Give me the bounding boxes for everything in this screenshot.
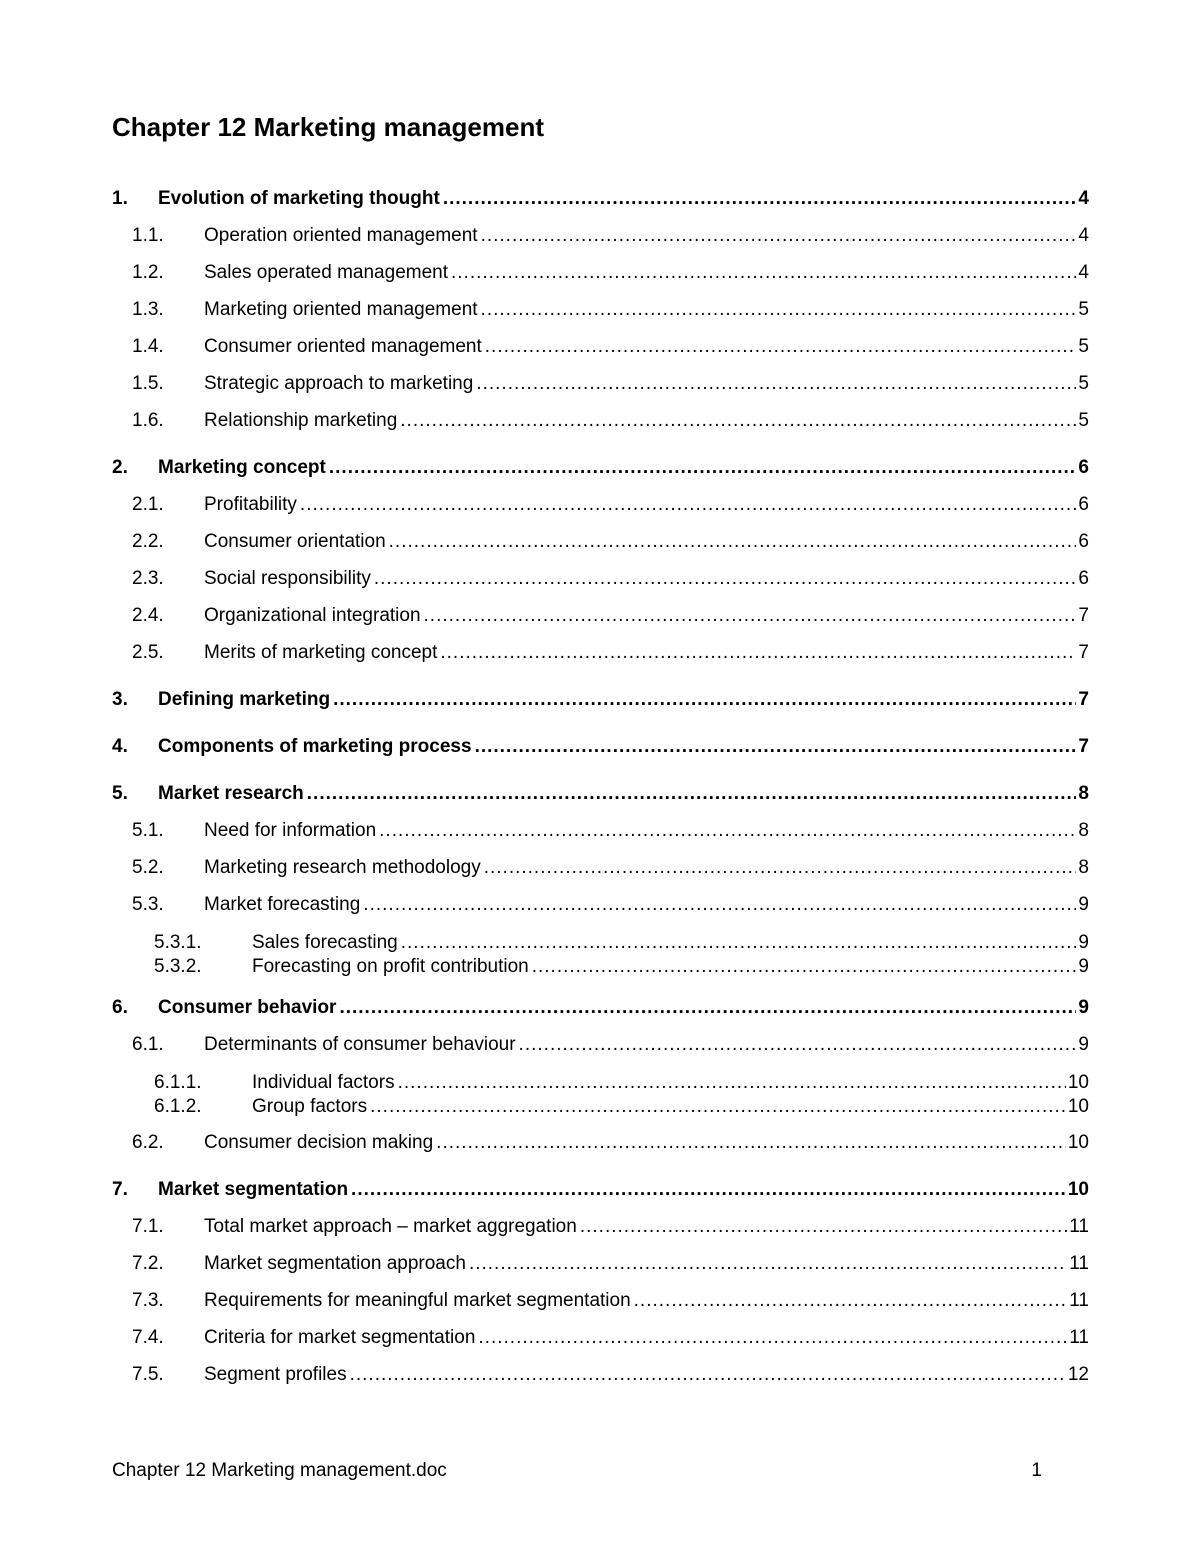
toc-entry-number: 5.3.2. [154, 956, 202, 977]
toc-entry-number: 2.3. [132, 568, 164, 589]
toc-dot-leader [475, 736, 1077, 758]
toc-entry-label: Social responsibility [204, 568, 371, 589]
toc-entry-number: 5. [112, 783, 128, 804]
toc-dot-leader [476, 373, 1076, 395]
toc-entry-number: 6.1.2. [154, 1096, 202, 1117]
footer-page-number: 1 [1031, 1460, 1042, 1481]
toc-entry[interactable] [112, 689, 1089, 719]
toc-dot-leader [370, 1096, 1066, 1118]
toc-entry-number: 6.2. [132, 1132, 164, 1153]
toc-entry-page: 8 [1078, 783, 1089, 804]
page-title: Chapter 12 Marketing management [112, 112, 545, 142]
toc-entry-page: 6 [1078, 457, 1089, 478]
toc-entry[interactable] [112, 1096, 1089, 1120]
toc-entry-label: Sales operated management [204, 262, 448, 283]
toc-entry-label: Components of marketing process [158, 736, 472, 757]
toc-entry-page: 4 [1078, 262, 1089, 283]
toc-dot-leader [519, 1034, 1077, 1056]
toc-entry-label: Merits of marketing concept [204, 642, 438, 663]
toc-entry[interactable] [112, 956, 1089, 980]
toc-entry-page: 9 [1078, 932, 1089, 953]
toc-dot-leader [300, 494, 1077, 516]
toc-entry-number: 5.2. [132, 857, 164, 878]
toc-entry[interactable] [112, 262, 1089, 292]
toc-dot-leader [424, 605, 1077, 627]
toc-entry-page: 7 [1078, 689, 1089, 710]
toc-entry[interactable] [112, 1132, 1089, 1162]
toc-dot-leader [400, 410, 1076, 432]
toc-entry-page: 10 [1067, 1096, 1089, 1117]
toc-entry-page: 6 [1078, 568, 1089, 589]
toc-entry-page: 11 [1069, 1216, 1089, 1237]
toc-entry-number: 7.5. [132, 1364, 164, 1385]
toc-entry[interactable] [112, 820, 1089, 850]
toc-entry[interactable] [112, 299, 1089, 329]
toc-entry-page: 4 [1078, 188, 1089, 209]
toc-entry[interactable] [112, 932, 1089, 956]
toc-entry-label: Market segmentation [158, 1179, 349, 1200]
toc-entry-number: 1.6. [132, 410, 164, 431]
toc-entry-number: 5.1. [132, 820, 164, 841]
toc-entry-page: 6 [1078, 494, 1089, 515]
toc-entry-number: 1.1. [132, 225, 164, 246]
toc-entry-page: 5 [1078, 373, 1089, 394]
toc-entry-label: Forecasting on profit contribution [252, 956, 529, 977]
toc-entry-number: 7. [112, 1179, 128, 1200]
toc-dot-leader [350, 1364, 1066, 1386]
toc-entry-number: 1.3. [132, 299, 164, 320]
toc-entry-page: 11 [1069, 1290, 1089, 1311]
toc-entry-number: 6.1. [132, 1034, 164, 1055]
toc-entry-page: 8 [1078, 857, 1089, 878]
toc-dot-leader [481, 225, 1077, 247]
toc-dot-leader [401, 932, 1077, 954]
toc-entry-label: Market segmentation approach [204, 1253, 466, 1274]
toc-entry-page: 5 [1078, 410, 1089, 431]
page-footer [112, 1460, 1042, 1482]
toc-entry-number: 5.3. [132, 894, 164, 915]
toc-dot-leader [329, 457, 1077, 479]
toc-entry-label: Requirements for meaningful market segmentation [204, 1290, 631, 1311]
toc-entry-page: 10 [1067, 1179, 1089, 1200]
toc-entry-page: 11 [1069, 1253, 1089, 1274]
toc-entry-number: 6.1.1. [154, 1072, 202, 1093]
toc-entry-label: Market forecasting [204, 894, 361, 915]
toc-entry[interactable] [112, 736, 1089, 766]
toc-entry[interactable] [112, 894, 1089, 924]
toc-entry[interactable] [112, 997, 1089, 1027]
toc-entry-label: Consumer decision making [204, 1132, 434, 1153]
toc-entry[interactable] [112, 188, 1089, 218]
toc-entry[interactable] [112, 373, 1089, 403]
toc-entry-number: 1.2. [132, 262, 164, 283]
toc-entry-label: Total market approach – market aggregation [204, 1216, 577, 1237]
toc-dot-leader [379, 820, 1076, 842]
toc-dot-leader [363, 894, 1076, 916]
toc-entry-page: 11 [1069, 1327, 1089, 1348]
toc-entry-number: 7.2. [132, 1253, 164, 1274]
toc-entry-number: 4. [112, 736, 128, 757]
toc-entry-page: 9 [1078, 1034, 1089, 1055]
toc-entry[interactable] [112, 225, 1089, 255]
toc-dot-leader [333, 689, 1076, 711]
toc-entry-number: 3. [112, 689, 128, 710]
toc-entry[interactable] [112, 531, 1089, 561]
toc-entry-label: Need for information [204, 820, 377, 841]
toc-dot-leader [443, 188, 1077, 210]
toc-entry-number: 1.5. [132, 373, 164, 394]
toc-entry-label: Operation oriented management [204, 225, 478, 246]
toc-entry-number: 7.1. [132, 1216, 164, 1237]
toc-entry-label: Sales forecasting [252, 932, 398, 953]
toc-entry-label: Group factors [252, 1096, 368, 1117]
toc-entry-label: Criteria for market segmentation [204, 1327, 476, 1348]
toc-entry-label: Profitability [204, 494, 297, 515]
toc-dot-leader [478, 1327, 1067, 1349]
toc-entry-page: 7 [1078, 736, 1089, 757]
toc-entry[interactable] [112, 1327, 1089, 1357]
toc-entry-page: 9 [1078, 997, 1089, 1018]
toc-entry-page: 6 [1078, 531, 1089, 552]
toc-entry-page: 9 [1078, 894, 1089, 915]
toc-entry-number: 1. [112, 188, 128, 209]
toc-entry-page: 5 [1078, 336, 1089, 357]
toc-entry-label: Consumer behavior [158, 997, 337, 1018]
toc-entry-page: 7 [1078, 605, 1089, 626]
toc-entry-label: Marketing concept [158, 457, 326, 478]
toc-entry-label: Individual factors [252, 1072, 395, 1093]
toc-entry[interactable] [112, 494, 1089, 524]
toc-entry-number: 2.2. [132, 531, 164, 552]
toc-entry-label: Evolution of marketing thought [158, 188, 440, 209]
toc-entry[interactable] [112, 1290, 1089, 1320]
toc-entry[interactable] [112, 642, 1089, 672]
toc-entry-number: 5.3.1. [154, 932, 202, 953]
toc-entry-label: Defining marketing [158, 689, 331, 710]
toc-entry[interactable] [112, 857, 1089, 887]
toc-dot-leader [634, 1290, 1068, 1312]
toc-entry-page: 7 [1078, 642, 1089, 663]
toc-entry[interactable] [112, 1364, 1089, 1394]
toc-dot-leader [307, 783, 1077, 805]
toc-dot-leader [374, 568, 1077, 590]
toc-entry-label: Strategic approach to marketing [204, 373, 474, 394]
toc-entry-label: Relationship marketing [204, 410, 398, 431]
toc-entry-label: Marketing oriented management [204, 299, 478, 320]
toc-dot-leader [351, 1179, 1066, 1201]
toc-dot-leader [481, 299, 1077, 321]
toc-entry-label: Consumer orientation [204, 531, 386, 552]
toc-entry[interactable] [112, 1216, 1089, 1246]
toc-entry-page: 10 [1067, 1132, 1089, 1153]
toc-entry-label: Consumer oriented management [204, 336, 482, 357]
toc-entry-number: 6. [112, 997, 128, 1018]
toc-dot-leader [339, 997, 1076, 1019]
toc-entry-label: Organizational integration [204, 605, 421, 626]
toc-dot-leader [389, 531, 1077, 553]
toc-dot-leader [440, 642, 1076, 664]
toc-entry[interactable] [112, 568, 1089, 598]
toc-entry[interactable] [112, 605, 1089, 635]
toc-entry-page: 5 [1078, 299, 1089, 320]
toc-dot-leader [451, 262, 1076, 284]
toc-entry-number: 7.4. [132, 1327, 164, 1348]
toc-entry-page: 9 [1078, 956, 1089, 977]
toc-dot-leader [398, 1072, 1066, 1094]
toc-dot-leader [484, 857, 1077, 879]
toc-entry[interactable] [112, 457, 1089, 487]
toc-entry-number: 2.5. [132, 642, 164, 663]
toc-entry-label: Marketing research methodology [204, 857, 481, 878]
toc-dot-leader [485, 336, 1077, 358]
toc-entry-number: 1.4. [132, 336, 164, 357]
toc-entry[interactable] [112, 1034, 1089, 1064]
toc-entry[interactable] [112, 1072, 1089, 1096]
toc-entry[interactable] [112, 410, 1089, 440]
toc-entry-number: 7.3. [132, 1290, 164, 1311]
toc-entry-page: 8 [1078, 820, 1089, 841]
table-of-contents [112, 188, 1089, 1394]
toc-entry-page: 12 [1067, 1364, 1089, 1385]
toc-entry-label: Market research [158, 783, 304, 804]
toc-entry-page: 10 [1067, 1072, 1089, 1093]
toc-entry-page: 4 [1078, 225, 1089, 246]
toc-entry[interactable] [112, 336, 1089, 366]
toc-entry-label: Determinants of consumer behaviour [204, 1034, 516, 1055]
toc-entry-number: 2.4. [132, 605, 164, 626]
toc-entry-label: Segment profiles [204, 1364, 347, 1385]
toc-entry[interactable] [112, 1179, 1089, 1209]
toc-entry-number: 2.1. [132, 494, 164, 515]
toc-entry-number: 2. [112, 457, 128, 478]
toc-dot-leader [436, 1132, 1066, 1154]
toc-dot-leader [532, 956, 1077, 978]
toc-dot-leader [469, 1253, 1067, 1275]
toc-entry[interactable] [112, 1253, 1089, 1283]
toc-dot-leader [580, 1216, 1067, 1238]
toc-entry[interactable] [112, 783, 1089, 813]
footer-filename: Chapter 12 Marketing management.doc [112, 1460, 447, 1481]
